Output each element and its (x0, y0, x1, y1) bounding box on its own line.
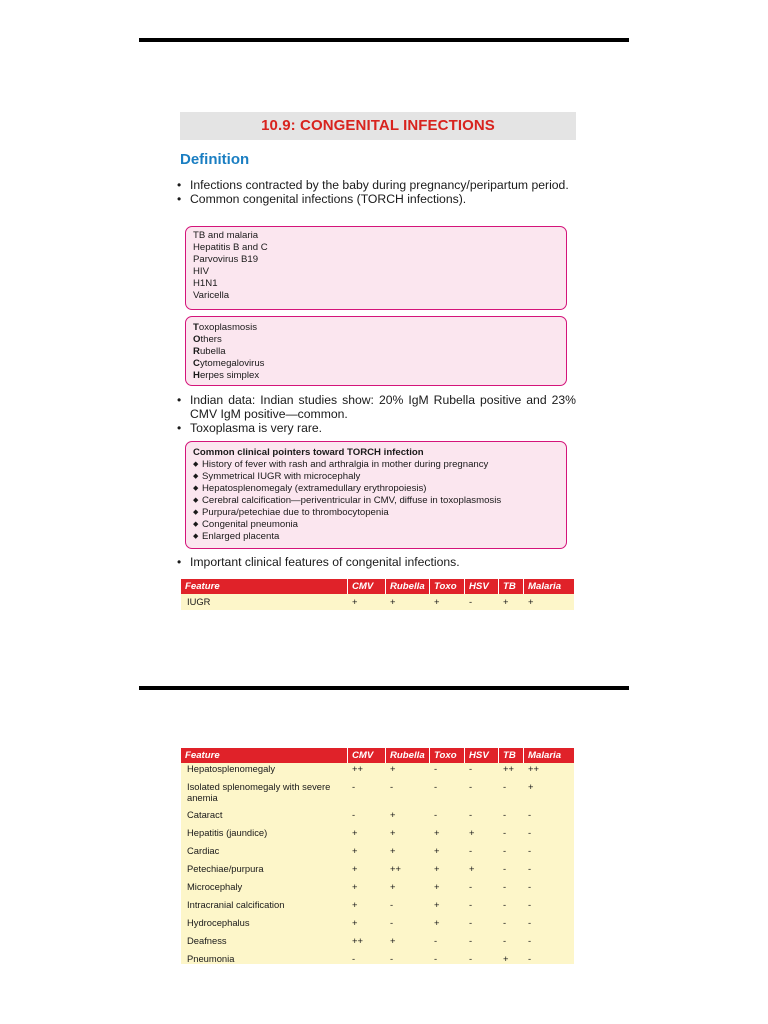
pointer-item (193, 459, 559, 471)
torch-rest: oxoplasmosis (198, 322, 257, 333)
table-cell: + (386, 594, 430, 610)
diamond-bullet-icon: ◆ (193, 485, 199, 492)
table-cell: + (348, 845, 386, 863)
table-cell: - (524, 809, 574, 827)
important-features-bullets (176, 555, 576, 569)
torch-initial: R (193, 346, 200, 357)
table-cell: - (499, 899, 524, 917)
header-tb: TB (499, 579, 524, 594)
table-cell: - (465, 781, 499, 809)
table-cell: - (524, 845, 574, 863)
table-row (181, 953, 574, 964)
torch-item (193, 358, 559, 370)
torch-rest: ytomegalovirus (199, 358, 265, 369)
table-row (181, 845, 574, 863)
torch-rest: thers (200, 334, 222, 345)
table-row (181, 899, 574, 917)
table-cell: + (348, 881, 386, 899)
table-cell: - (430, 935, 465, 953)
table-row (181, 863, 574, 881)
table-cell: - (499, 827, 524, 845)
header-feature: Feature (181, 748, 348, 763)
table-cell: - (499, 845, 524, 863)
table-cell: + (386, 935, 430, 953)
other-infection-item: Varicella (193, 290, 230, 301)
table-cell: ++ (386, 863, 430, 881)
pointer-item (193, 519, 559, 531)
table-cell: - (386, 917, 430, 935)
diamond-bullet-icon: ◆ (193, 509, 199, 516)
table-cell: - (499, 881, 524, 899)
table-cell: Isolated splenomegaly with severe anemia (181, 781, 348, 809)
table-cell: + (430, 881, 465, 899)
table-cell: - (465, 917, 499, 935)
table-cell: - (524, 863, 574, 881)
table-cell: + (386, 809, 430, 827)
table-cell: + (430, 827, 465, 845)
torch-item (193, 370, 559, 382)
table-header-row (181, 748, 574, 763)
other-infection-item: HIV (193, 266, 209, 277)
table-cell: - (430, 809, 465, 827)
table-cell: + (430, 594, 465, 610)
table-cell: - (465, 881, 499, 899)
table-header-row (181, 579, 574, 594)
table-cell: + (465, 863, 499, 881)
table-cell: Microcephaly (181, 881, 348, 899)
header-rubella: Rubella (386, 748, 430, 763)
table-cell: + (386, 881, 430, 899)
table-cell: Intracranial calcification (181, 899, 348, 917)
table-cell: + (348, 594, 386, 610)
other-infection-item: TB and malaria (193, 230, 259, 241)
bullet-item: • Indian data: Indian studies show: 20% IgM Rubella positive and 23% CMV IgM positive—common. (176, 393, 576, 421)
pointer-item (193, 483, 559, 495)
table-cell: - (499, 917, 524, 935)
bullet-item: • Important clinical features of congenital infections. (176, 555, 576, 569)
table-cell: + (348, 917, 386, 935)
diamond-bullet-icon: ◆ (193, 461, 199, 468)
pointer-text: Enlarged placenta (202, 531, 280, 542)
table-cell: Deafness (181, 935, 348, 953)
other-infections-box (185, 226, 567, 310)
table-cell: + (386, 763, 430, 781)
header-toxo: Toxo (430, 748, 465, 763)
table-cell: - (465, 594, 499, 610)
table-cell: - (430, 781, 465, 809)
table-cell: + (430, 863, 465, 881)
page-top-rule (139, 38, 629, 42)
header-toxo: Toxo (430, 579, 465, 594)
table-cell: - (465, 899, 499, 917)
table-cell: Petechiae/purpura (181, 863, 348, 881)
table-cell: - (465, 845, 499, 863)
torch-item (193, 346, 559, 358)
torch-initial: T (193, 322, 199, 333)
table-cell: - (348, 809, 386, 827)
table-cell: - (524, 827, 574, 845)
table-cell: - (465, 935, 499, 953)
table-cell: - (386, 899, 430, 917)
table-cell: ++ (348, 763, 386, 781)
table-cell: + (348, 827, 386, 845)
diamond-bullet-icon: ◆ (193, 521, 199, 528)
pointer-text: Hepatosplenomegaly (extramedullary erythropoiesis) (202, 483, 427, 494)
diamond-bullet-icon: ◆ (193, 533, 199, 540)
table-cell: + (499, 594, 524, 610)
table-cell: - (465, 809, 499, 827)
table-body (181, 763, 574, 964)
other-infection-item: Parvovirus B19 (193, 254, 259, 265)
table-cell: - (465, 763, 499, 781)
table-row (181, 917, 574, 935)
header-cmv: CMV (348, 748, 386, 763)
header-malaria: Malaria (524, 579, 574, 594)
table-cell: + (524, 594, 574, 610)
table-cell: - (499, 863, 524, 881)
table-cell: - (524, 917, 574, 935)
diamond-bullet-icon: ◆ (193, 473, 199, 480)
table-cell: Pneumonia (181, 953, 348, 964)
table-cell: - (386, 781, 430, 809)
header-rubella: Rubella (386, 579, 430, 594)
table-cell: IUGR (181, 594, 348, 610)
pointer-item (193, 495, 559, 507)
torch-item (193, 334, 559, 346)
table-cell: - (524, 953, 574, 964)
pointer-text: Cerebral calcification—periventricular in CMV, diffuse in toxoplasmosis (202, 495, 502, 506)
table-cell: - (524, 935, 574, 953)
table-row (181, 594, 574, 610)
table-cell: + (386, 827, 430, 845)
table-cell: + (524, 781, 574, 809)
table-cell: - (348, 953, 386, 964)
pointer-text: Purpura/petechiae due to thrombocytopenia (202, 507, 389, 518)
torch-box (185, 316, 567, 386)
header-tb: TB (499, 748, 524, 763)
table-cell: - (465, 953, 499, 964)
indian-data-bullets (176, 393, 576, 435)
table-cell: - (430, 763, 465, 781)
table-cell: + (386, 845, 430, 863)
table-cell: ++ (348, 935, 386, 953)
pointer-item (193, 507, 559, 519)
table-cell: Hydrocephalus (181, 917, 348, 935)
table-row (181, 827, 574, 845)
table-cell: - (524, 881, 574, 899)
pointer-text: History of fever with rash and arthralgia in mother during pregnancy (202, 459, 489, 470)
pointer-text: Symmetrical IUGR with microcephaly (202, 471, 361, 482)
clinical-pointers-title: Common clinical pointers toward TORCH infection (193, 447, 424, 458)
table-row (181, 935, 574, 953)
diamond-bullet-icon: ◆ (193, 497, 199, 504)
header-feature: Feature (181, 579, 348, 594)
features-table-page2 (181, 748, 574, 964)
torch-initial: H (193, 370, 200, 381)
table-cell: - (499, 781, 524, 809)
header-malaria: Malaria (524, 748, 574, 763)
clinical-pointers-box (185, 441, 567, 549)
torch-rest: ubella (199, 346, 226, 357)
table-row (181, 781, 574, 809)
torch-rest: erpes simplex (199, 370, 260, 381)
table-cell: ++ (499, 763, 524, 781)
table-row (181, 881, 574, 899)
table-cell: + (430, 845, 465, 863)
bullet-item: • Toxoplasma is very rare. (176, 421, 576, 435)
table-cell: + (465, 827, 499, 845)
table-cell: Cataract (181, 809, 348, 827)
table-cell: - (386, 953, 430, 964)
header-hsv: HSV (465, 579, 499, 594)
table-cell: - (348, 781, 386, 809)
table-cell: + (348, 899, 386, 917)
table-row (181, 809, 574, 827)
torch-item (193, 322, 559, 334)
bullet-item: • Common congenital infections (TORCH infections). (176, 192, 576, 206)
section-title: 10.9: CONGENITAL INFECTIONS (180, 112, 576, 140)
definition-bullets (176, 178, 576, 206)
other-infection-item: Hepatitis B and C (193, 242, 268, 253)
table-cell: - (499, 935, 524, 953)
table-cell: - (430, 953, 465, 964)
page-break-rule (139, 686, 629, 690)
header-hsv: HSV (465, 748, 499, 763)
table-cell: ++ (524, 763, 574, 781)
table-cell: Cardiac (181, 845, 348, 863)
pointer-text: Congenital pneumonia (202, 519, 299, 530)
torch-initial: O (193, 334, 201, 345)
table-cell: + (430, 917, 465, 935)
other-infection-item: H1N1 (193, 278, 218, 289)
table-cell: - (499, 809, 524, 827)
torch-initial: C (193, 358, 200, 369)
table-cell: Hepatosplenomegaly (181, 763, 348, 781)
pointer-item (193, 471, 559, 483)
table-cell: Hepatitis (jaundice) (181, 827, 348, 845)
table-cell: + (499, 953, 524, 964)
table-cell: + (348, 863, 386, 881)
definition-heading: Definition (180, 151, 250, 168)
header-cmv: CMV (348, 579, 386, 594)
features-table-page1 (181, 579, 574, 610)
table-cell: - (524, 899, 574, 917)
bullet-item: • Infections contracted by the baby during pregnancy/peripartum period. (176, 178, 576, 192)
table-cell: + (430, 899, 465, 917)
table-row (181, 763, 574, 781)
pointer-item (193, 531, 559, 543)
